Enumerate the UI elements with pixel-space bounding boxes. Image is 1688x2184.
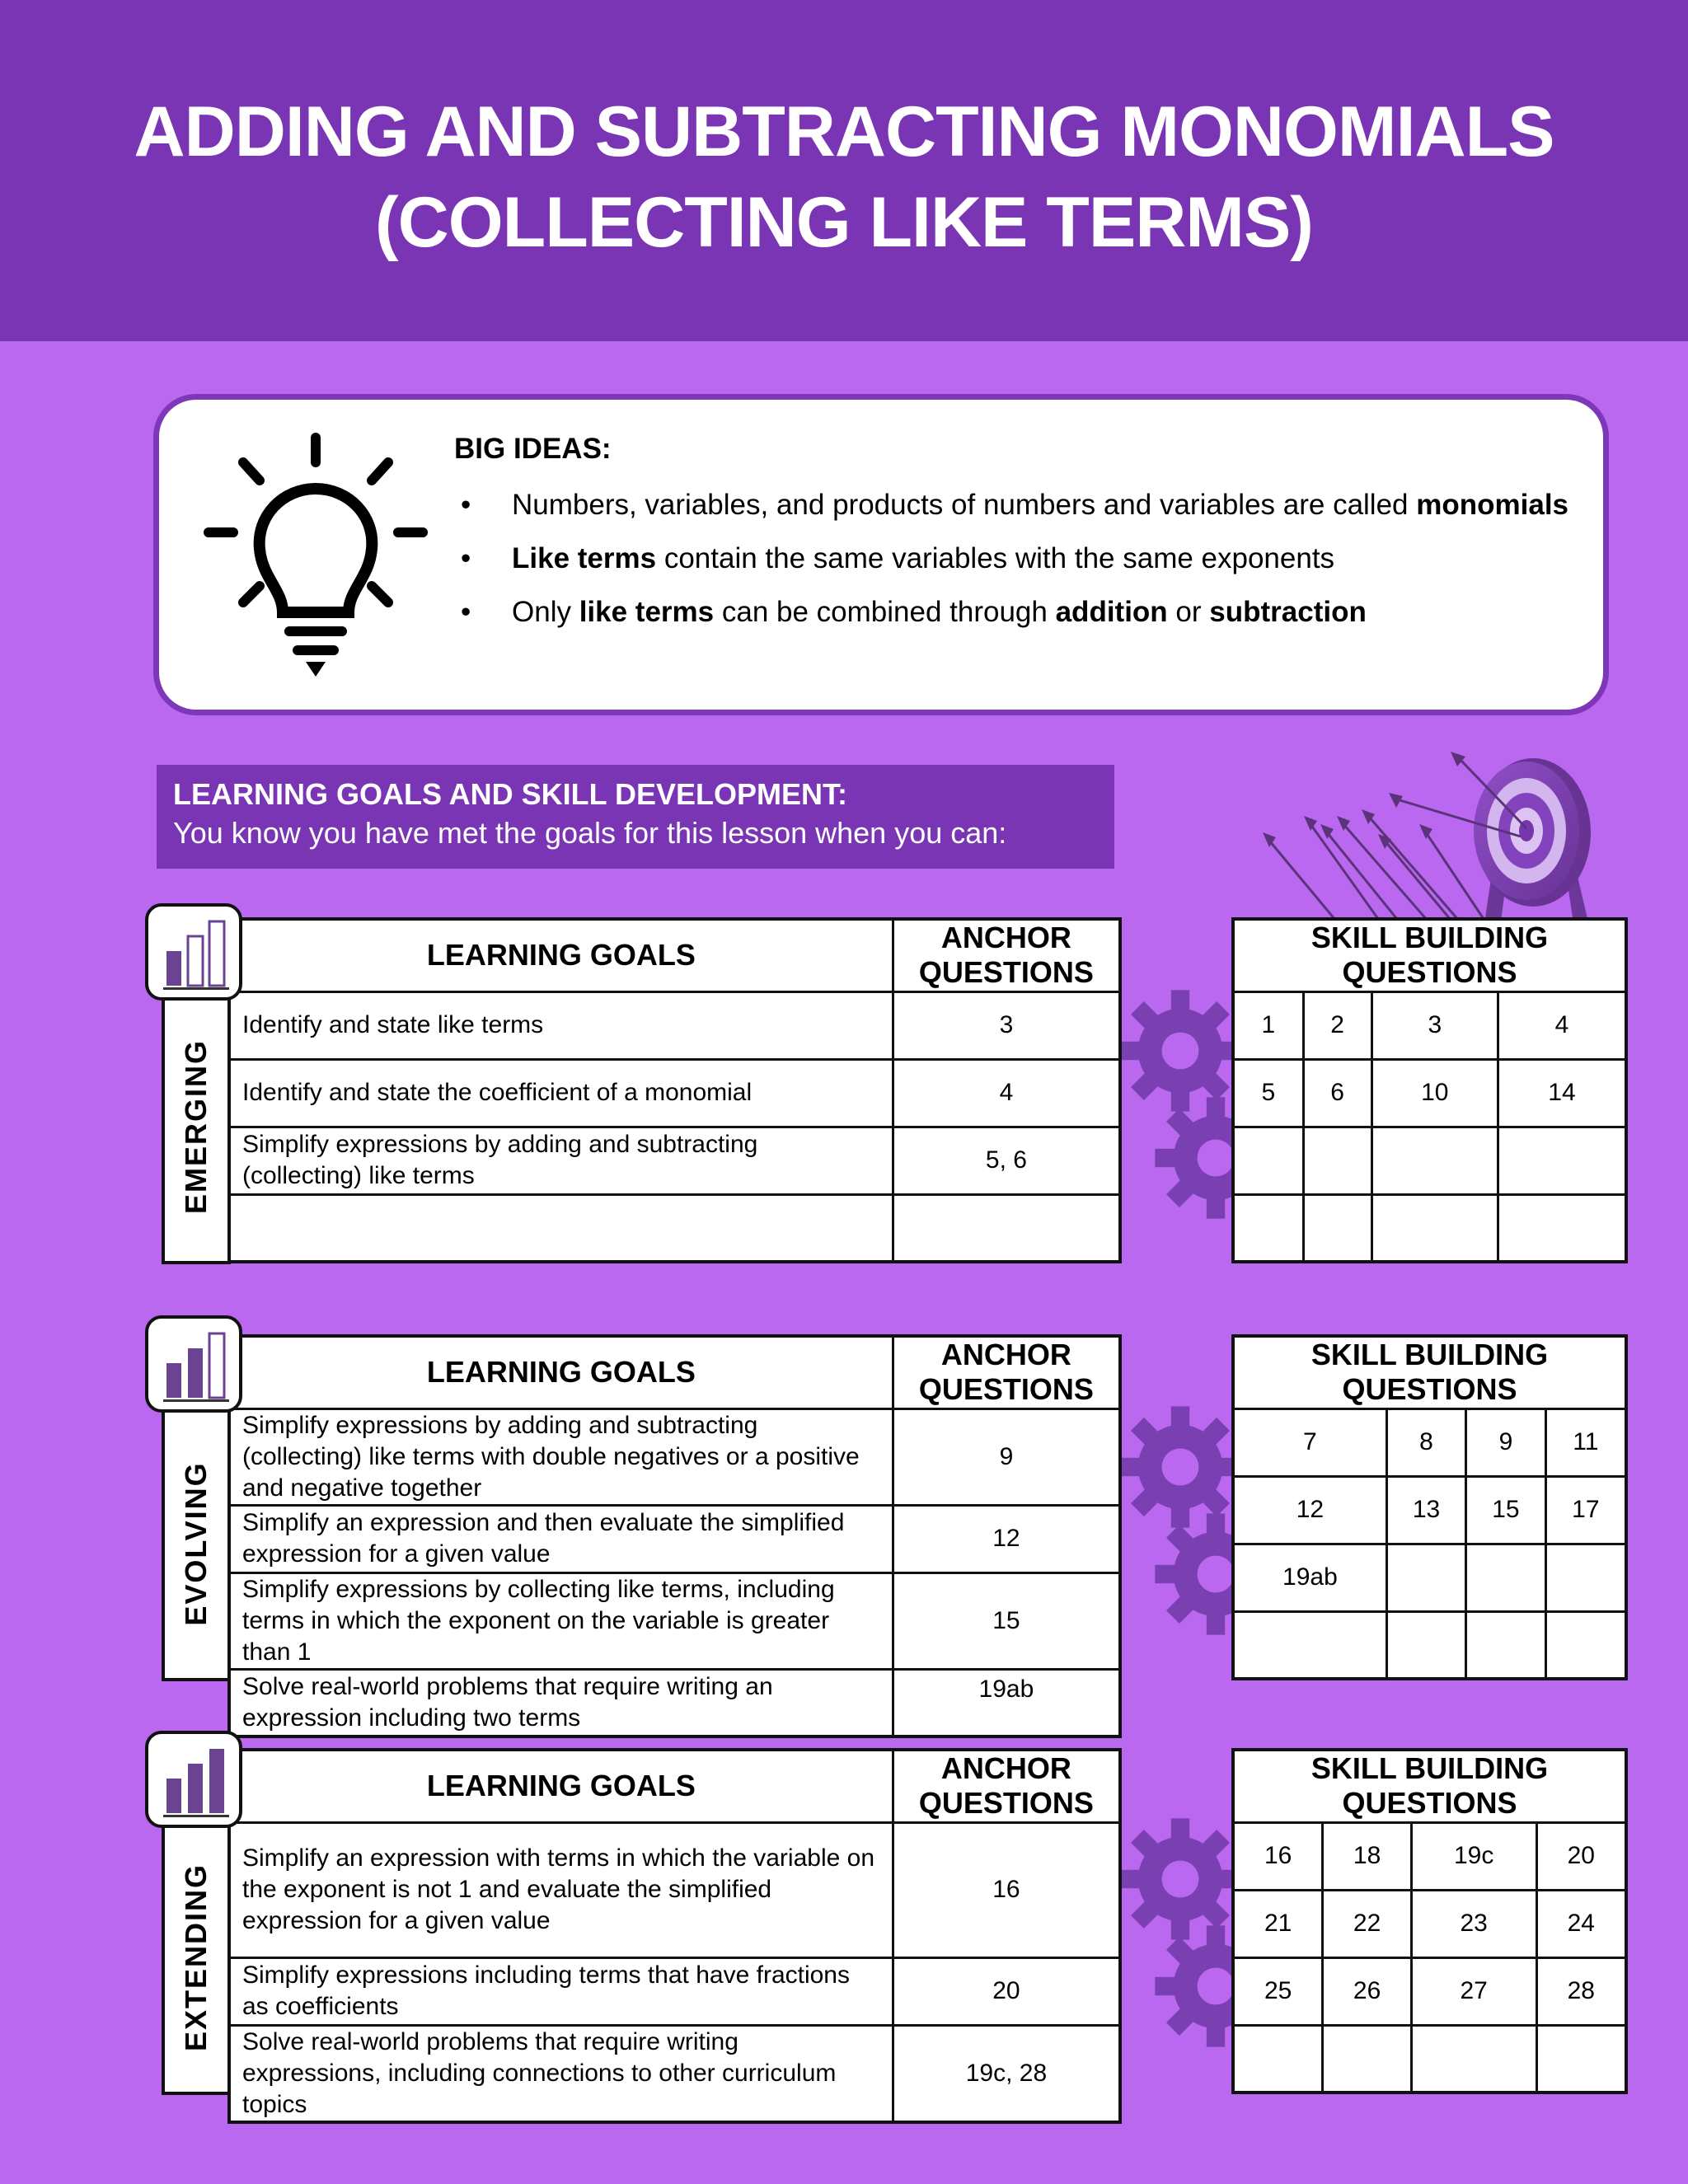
skill-building-header: SKILL BUILDING QUESTIONS [1233, 1750, 1626, 1822]
skill-question [1411, 2025, 1536, 2093]
learning-goals-header: LEARNING GOALS [229, 919, 893, 991]
skill-question: 15 [1466, 1476, 1545, 1544]
big-idea-item [454, 532, 1575, 585]
skill-building-table-evolving [1231, 1334, 1628, 1680]
skill-question: 5 [1233, 1059, 1303, 1127]
anchor-question: 20 [893, 1957, 1120, 2025]
big-idea-text: contain the same variables with the same exponents [656, 542, 1335, 574]
bullet: • [461, 542, 471, 574]
bullet: • [461, 596, 471, 628]
skill-question [1303, 1194, 1372, 1262]
goal-text: Simplify expressions including terms that have fractions as coefficients [229, 1957, 893, 2025]
skill-building-header: SKILL BUILDING QUESTIONS [1233, 1336, 1626, 1408]
skill-question: 14 [1498, 1059, 1626, 1127]
skill-question: 8 [1386, 1408, 1465, 1476]
lightbulb-icon [200, 429, 431, 685]
big-idea-bold-text: addition [1055, 596, 1168, 628]
skill-question: 24 [1536, 1890, 1626, 1957]
skill-question [1498, 1127, 1626, 1194]
skill-question [1323, 2025, 1411, 2093]
skill-question [1233, 1611, 1386, 1679]
learning-goals-banner [157, 765, 1114, 869]
big-idea-text: Numbers, variables, and products of numbers and variables are called [512, 489, 1417, 521]
skill-question: 21 [1233, 1890, 1323, 1957]
skill-question [1498, 1194, 1626, 1262]
skill-question: 19ab [1233, 1544, 1386, 1611]
anchor-question [893, 1194, 1120, 1262]
anchor-questions-header: ANCHOR QUESTIONS [893, 919, 1120, 991]
goal-text: Solve real-world problems that require writing expressions, including connections to other curriculum topics [229, 2025, 893, 2122]
goal-text [229, 1194, 893, 1262]
bar-chart-icon [145, 1315, 242, 1413]
skill-question: 18 [1323, 1822, 1411, 1890]
anchor-question: 15 [893, 1572, 1120, 1669]
skill-question [1545, 1611, 1626, 1679]
bar-chart-icon [145, 1731, 242, 1828]
bar-chart-icon [145, 903, 242, 1001]
skill-building-table-extending [1231, 1748, 1628, 2094]
goal-text: Identify and state the coefficient of a monomial [229, 1059, 893, 1127]
skill-question: 22 [1323, 1890, 1411, 1957]
skill-question [1233, 1194, 1303, 1262]
goal-text: Simplify expressions by adding and subtracting (collecting) like terms [229, 1127, 893, 1194]
anchor-question: 5, 6 [893, 1127, 1120, 1194]
big-idea-bold-text: subtraction [1209, 596, 1367, 628]
skill-question [1233, 2025, 1323, 2093]
skill-question: 20 [1536, 1822, 1626, 1890]
anchor-question: 4 [893, 1059, 1120, 1127]
big-idea-text: Only [512, 596, 579, 628]
skill-question: 17 [1545, 1476, 1626, 1544]
big-idea-bold-text: Like terms [512, 542, 657, 574]
section-label-emerging: EMERGING [162, 989, 231, 1264]
skill-question: 25 [1233, 1957, 1323, 2025]
skill-question: 12 [1233, 1476, 1386, 1544]
title-line-2: (COLLECTING LIKE TERMS) [375, 183, 1313, 262]
page-title [0, 87, 1688, 268]
skill-question [1233, 1127, 1303, 1194]
goal-text: Solve real-world problems that require writing an expression including two terms [229, 1669, 893, 1736]
skill-question: 9 [1466, 1408, 1545, 1476]
big-idea-text: can be combined through [714, 596, 1056, 628]
anchor-question: 19c, 28 [893, 2025, 1120, 2122]
skill-question: 13 [1386, 1476, 1465, 1544]
skill-question [1386, 1611, 1465, 1679]
learning-goals-table-emerging [227, 917, 1122, 1263]
skill-question [1372, 1194, 1498, 1262]
skill-question: 3 [1372, 991, 1498, 1059]
goal-text: Simplify an expression with terms in which the variable on the exponent is not 1 and evaluate the simplified expression for a given value [229, 1822, 893, 1957]
banner-title: LEARNING GOALS AND SKILL DEVELOPMENT: [173, 777, 848, 811]
skill-question: 26 [1323, 1957, 1411, 2025]
skill-question [1536, 2025, 1626, 2093]
anchor-question: 19ab [893, 1669, 1120, 1736]
skill-question: 7 [1233, 1408, 1386, 1476]
anchor-question: 12 [893, 1505, 1120, 1572]
section-label-evolving: EVOLVING [162, 1406, 231, 1681]
skill-question: 11 [1545, 1408, 1626, 1476]
goal-text: Simplify expressions by collecting like terms, including terms in which the exponent on the variable is greater than 1 [229, 1572, 893, 1669]
target-arrows-icon [1220, 733, 1624, 940]
big-ideas-title: BIG IDEAS: [454, 433, 612, 465]
learning-goals-header: LEARNING GOALS [229, 1750, 893, 1822]
title-line-1: ADDING AND SUBTRACTING MONOMIALS [134, 92, 1554, 171]
anchor-question: 16 [893, 1822, 1120, 1957]
big-ideas-list [454, 478, 1575, 639]
skill-question: 19c [1411, 1822, 1536, 1890]
anchor-question: 9 [893, 1408, 1120, 1505]
big-idea-item [454, 585, 1575, 639]
goal-text: Identify and state like terms [229, 991, 893, 1059]
learning-goals-header: LEARNING GOALS [229, 1336, 893, 1408]
skill-question: 10 [1372, 1059, 1498, 1127]
header-banner [0, 0, 1688, 341]
skill-question [1466, 1611, 1545, 1679]
skill-question: 2 [1303, 991, 1372, 1059]
section-label-extending: EXTENDING [162, 1820, 231, 2095]
anchor-questions-header: ANCHOR QUESTIONS [893, 1750, 1120, 1822]
goal-text: Simplify an expression and then evaluate the simplified expression for a given value [229, 1505, 893, 1572]
big-idea-text: or [1167, 596, 1210, 628]
skill-question [1545, 1544, 1626, 1611]
skill-question: 6 [1303, 1059, 1372, 1127]
banner-subtitle: You know you have met the goals for this lesson when you can: [173, 816, 1007, 850]
skill-question: 23 [1411, 1890, 1536, 1957]
big-ideas-box [153, 394, 1609, 715]
anchor-question: 3 [893, 991, 1120, 1059]
learning-goals-table-extending [227, 1748, 1122, 2124]
goal-text: Simplify expressions by adding and subtracting (collecting) like terms with double negatives or a positive and negative together [229, 1408, 893, 1505]
skill-building-header: SKILL BUILDING QUESTIONS [1233, 919, 1626, 991]
skill-question [1303, 1127, 1372, 1194]
skill-question: 28 [1536, 1957, 1626, 2025]
skill-question [1386, 1544, 1465, 1611]
big-idea-bold-text: like terms [579, 596, 715, 628]
learning-goals-table-evolving [227, 1334, 1122, 1738]
anchor-questions-header: ANCHOR QUESTIONS [893, 1336, 1120, 1408]
skill-question: 16 [1233, 1822, 1323, 1890]
skill-question: 27 [1411, 1957, 1536, 2025]
skill-building-table-emerging [1231, 917, 1628, 1263]
big-idea-bold-text: monomials [1416, 489, 1569, 521]
skill-question [1372, 1127, 1498, 1194]
skill-question [1466, 1544, 1545, 1611]
skill-question: 1 [1233, 991, 1303, 1059]
skill-question: 4 [1498, 991, 1626, 1059]
bullet: • [461, 489, 471, 521]
big-idea-item [454, 478, 1575, 532]
